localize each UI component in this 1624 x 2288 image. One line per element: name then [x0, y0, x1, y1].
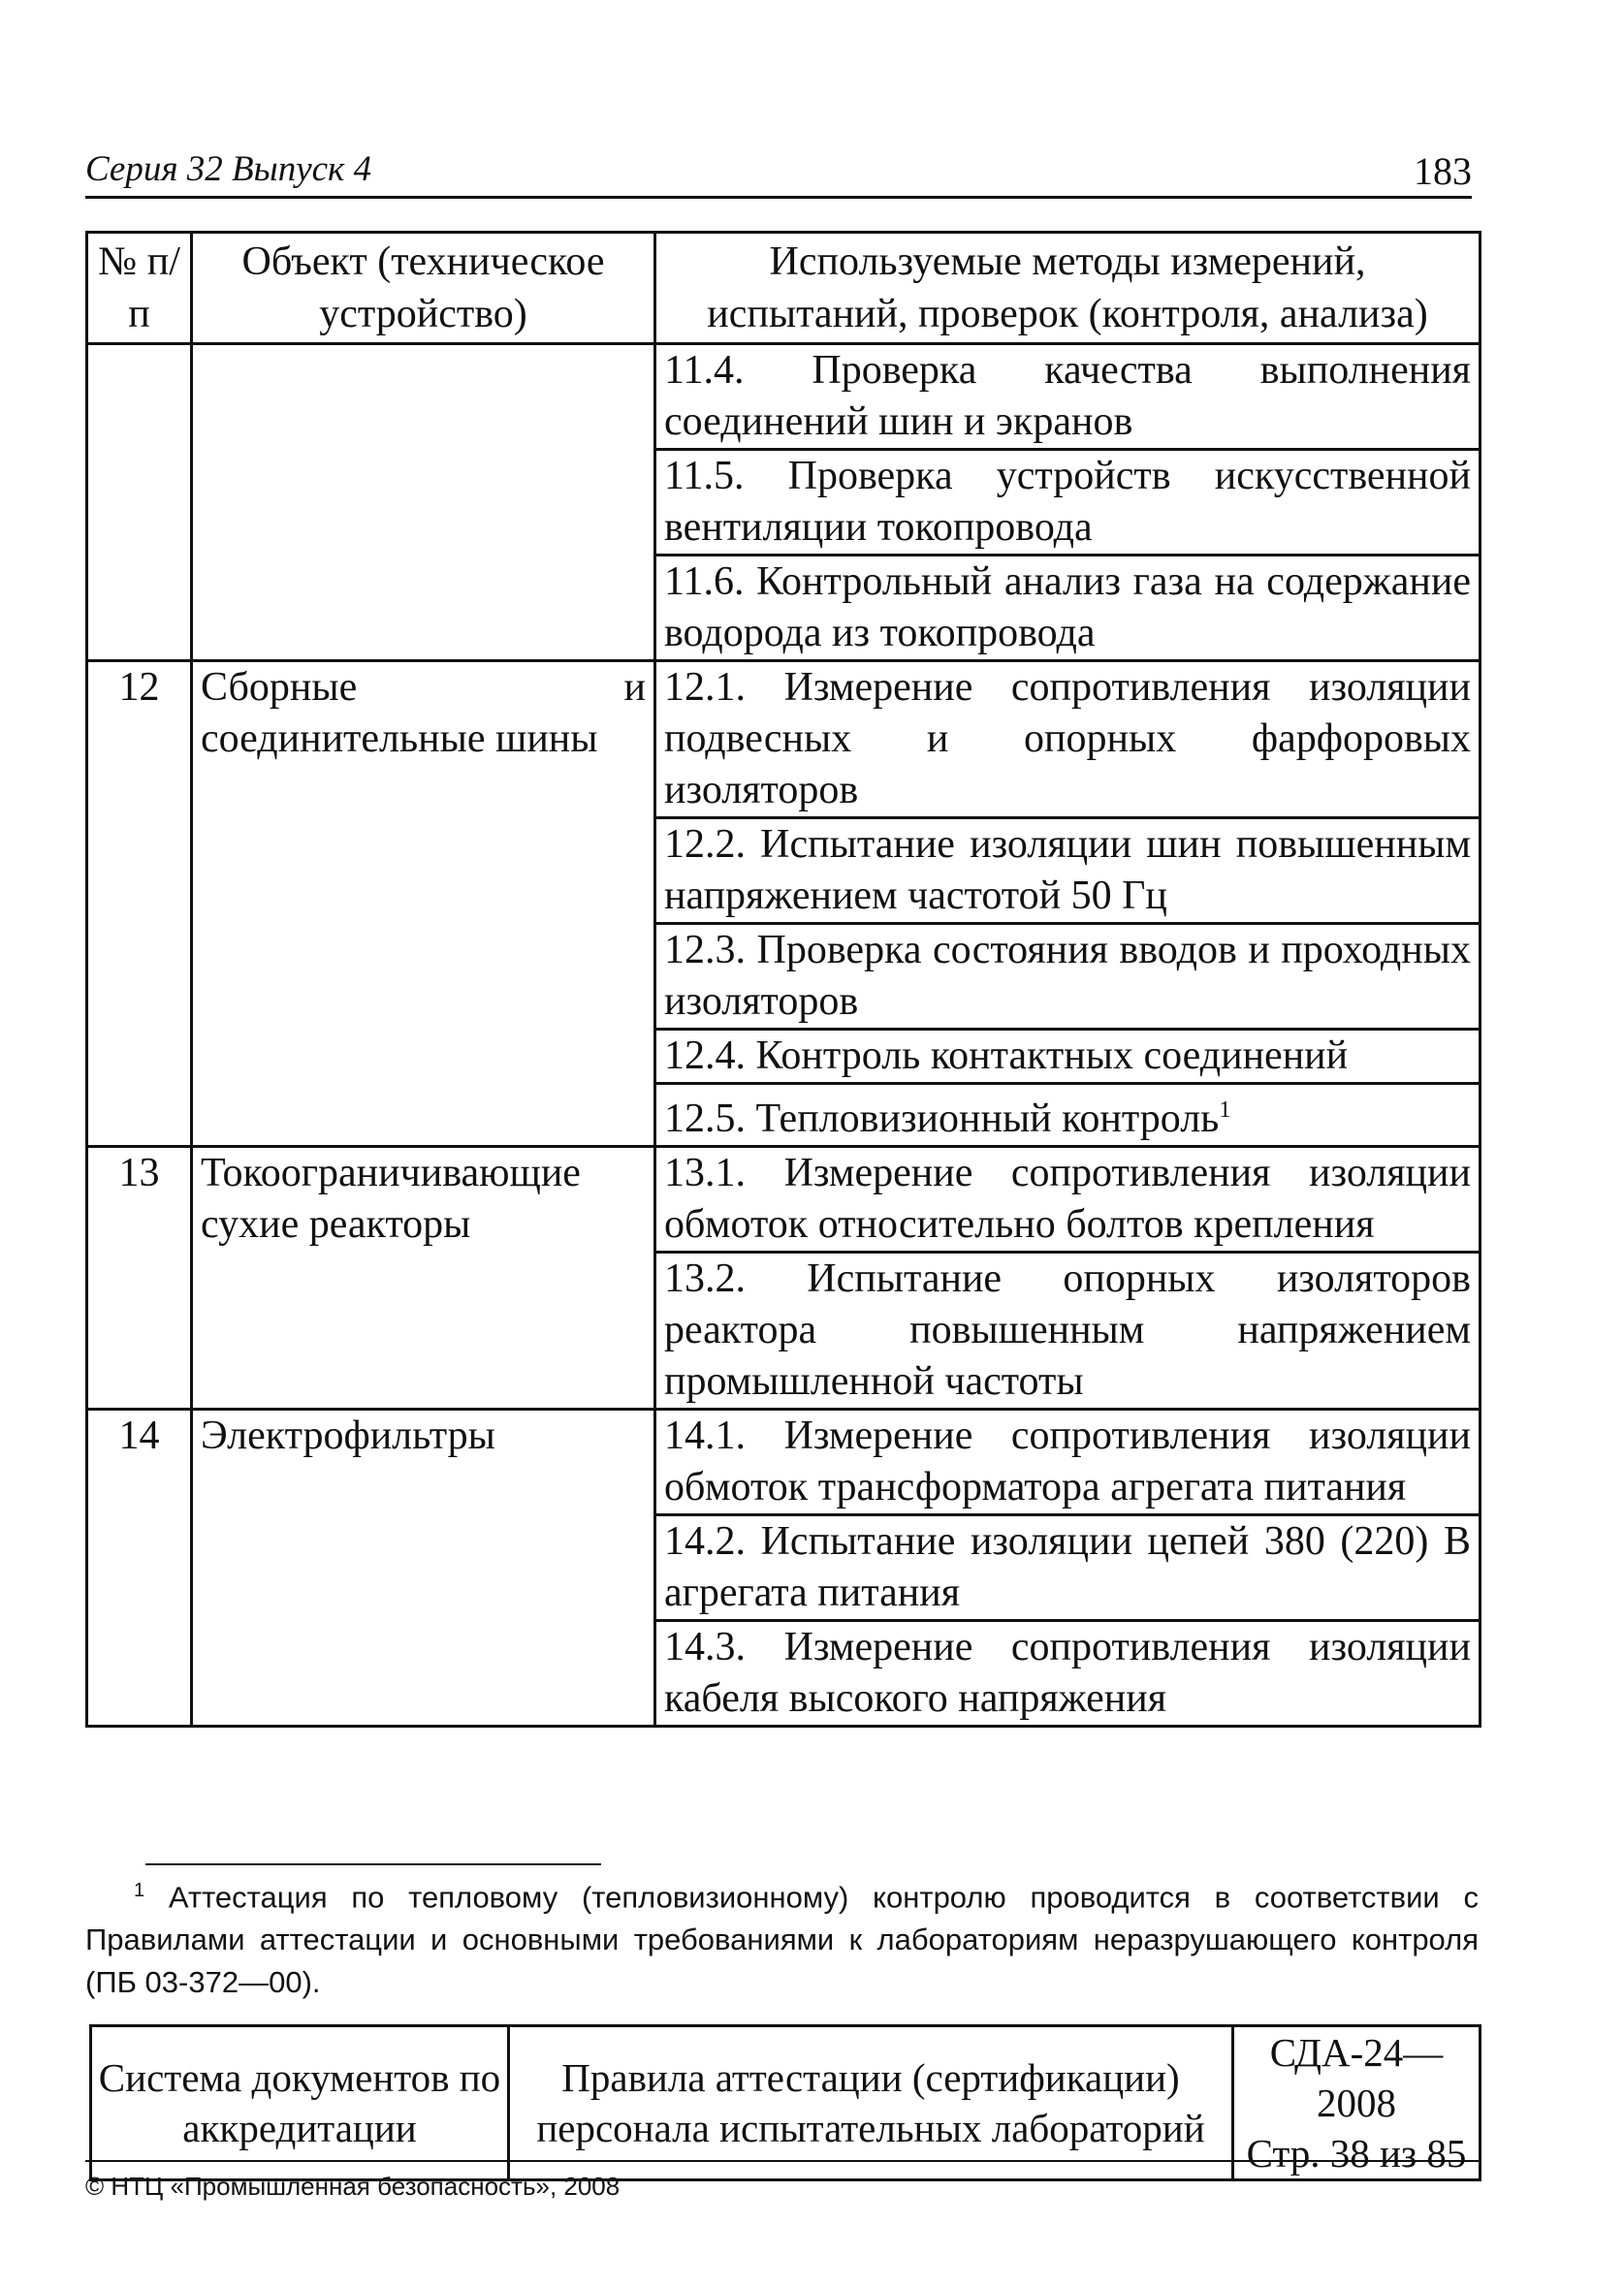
footnote — [85, 1869, 1479, 2004]
row-number: 13 — [87, 1147, 192, 1410]
method-cell: 14.2. Испытание изоляции цепей 380 (220) В агрегата питания — [655, 1515, 1481, 1621]
footer-system: Система документов по аккредитации — [91, 2026, 509, 2180]
method-cell: 14.1. Измерение сопротивления изоляции обмоток трансформатора агрегата питания — [655, 1410, 1481, 1515]
row-object: Токоограничивающие сухие реакторы — [192, 1147, 655, 1410]
footnote-reference[interactable]: 1 — [1219, 1097, 1231, 1123]
table-row — [87, 1147, 1481, 1253]
footer-code-pages — [1233, 2026, 1481, 2180]
row-number — [87, 344, 192, 661]
method-cell: 12.4. Контроль контактных соединений — [655, 1030, 1481, 1084]
method-cell: 11.6. Контрольный анализ газа на содержание водорода из токопровода — [655, 556, 1481, 661]
page-number: 183 — [1414, 149, 1472, 193]
row-number: 14 — [87, 1410, 192, 1727]
method-cell: 11.4. Проверка качества выполнения соединений шин и экранов — [655, 344, 1481, 450]
method-cell: 14.3. Измерение сопротивления изоляции кабеля высокого напряжения — [655, 1621, 1481, 1727]
method-cell: 12.3. Проверка состояния вводов и проходных изоляторов — [655, 924, 1481, 1030]
footer-rules: Правила аттестации (сертификации) персонала испытательных лабораторий — [509, 2026, 1233, 2180]
footer-page-count: Стр. 38 из 85 — [1246, 2131, 1467, 2176]
method-cell: 12.1. Измерение сопротивления изоляции подвесных и опорных фарфоровых изоляторов — [655, 661, 1481, 818]
table-row — [87, 344, 1481, 450]
method-cell: 13.1. Измерение сопротивления изоляции обмоток относительно болтов крепления — [655, 1147, 1481, 1253]
page-header — [85, 145, 1472, 199]
table-row — [87, 1410, 1481, 1515]
series-title: Серия 32 Выпуск 4 — [85, 149, 372, 189]
footnote-marker: 1 — [134, 1880, 145, 1901]
row-object: Сборные и соединительные шины — [192, 661, 655, 1147]
methods-table — [85, 231, 1481, 1728]
method-cell: 13.2. Испытание опорных изоляторов реактора повышенным напряжением промышленной частоты — [655, 1253, 1481, 1410]
footnote-text: Аттестация по тепловому (тепловизионному) контролю проводится в соответствии с Правилами аттестации и основными требованиями к лабораториям неразрушающего контроля (ПБ 03-372—00). — [85, 1880, 1479, 2000]
bottom-divider — [85, 2160, 1479, 2162]
method-cell — [655, 1084, 1481, 1147]
method-cell: 12.2. Испытание изоляции шин повышенным напряжением частотой 50 Гц — [655, 818, 1481, 924]
footer-doc-code: СДА-24—2008 — [1269, 2030, 1444, 2125]
footnote-divider — [145, 1863, 601, 1865]
row-object — [192, 344, 655, 661]
column-header-num: № п/п — [87, 233, 192, 344]
column-header-methods: Используемые методы измерений, испытаний, проверок (контроля, анализа) — [655, 233, 1481, 344]
table-row — [87, 661, 1481, 818]
column-header-object: Объект (техническое устройство) — [192, 233, 655, 344]
method-text: 12.5. Тепловизионный контроль — [664, 1096, 1220, 1141]
row-number: 12 — [87, 661, 192, 1147]
row-object: Электрофильтры — [192, 1410, 655, 1727]
document-footer-table — [89, 2024, 1481, 2181]
method-cell: 11.5. Проверка устройств искусственной вентиляции токопровода — [655, 450, 1481, 556]
table-header-row — [87, 233, 1481, 344]
copyright: © НТЦ «Промышленная безопасность», 2008 — [85, 2172, 621, 2201]
